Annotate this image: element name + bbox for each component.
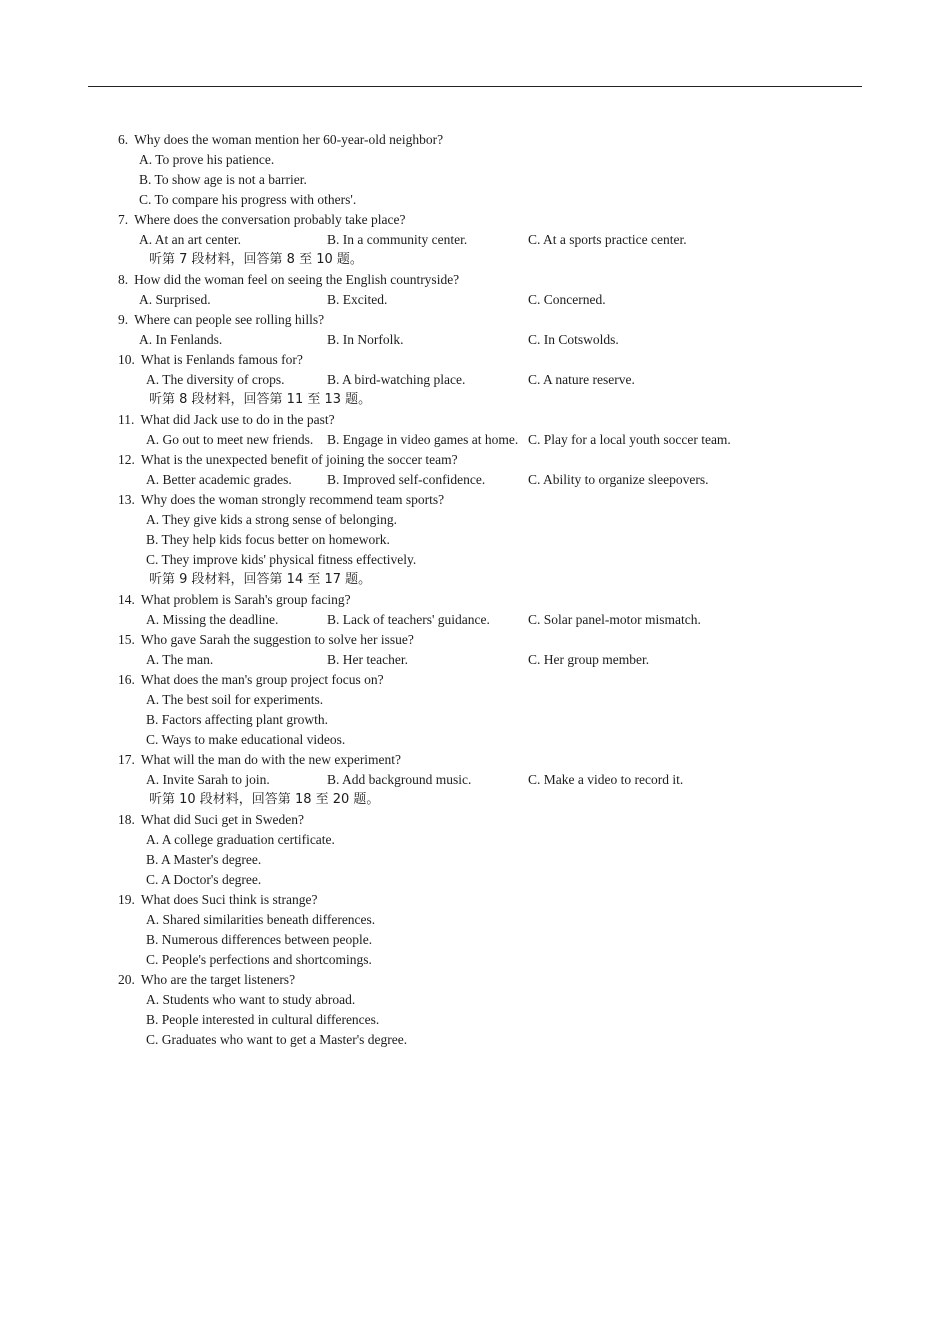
question-11 bbox=[118, 410, 335, 430]
option-c: C. In Cotswolds. bbox=[528, 332, 619, 347]
question-number: 13. bbox=[118, 492, 135, 507]
option-c: C. A Doctor's degree. bbox=[146, 872, 262, 887]
question-number: 6. bbox=[118, 132, 129, 147]
option-c: C. Play for a local youth soccer team. bbox=[528, 432, 731, 447]
question-number: 15. bbox=[118, 632, 135, 647]
question-number: 20. bbox=[118, 972, 135, 987]
option-a: A. Go out to meet new friends. bbox=[146, 432, 314, 447]
option-c: C. At a sports practice center. bbox=[528, 232, 687, 247]
option-b: B. In a community center. bbox=[327, 232, 468, 247]
option-a: A. In Fenlands. bbox=[139, 332, 223, 347]
question-10 bbox=[118, 350, 303, 370]
question-number: 9. bbox=[118, 312, 129, 327]
question-number: 19. bbox=[118, 892, 135, 907]
question-20 bbox=[118, 970, 295, 990]
option-c: C. Ability to organize sleepovers. bbox=[528, 472, 709, 487]
option-a: A. Better academic grades. bbox=[146, 472, 292, 487]
section-heading: 听第 9 段材料，回答第 14 至 17 题。 bbox=[149, 572, 372, 587]
question-text: Who gave Sarah the suggestion to solve her issue? bbox=[140, 632, 414, 647]
question-number: 17. bbox=[118, 752, 135, 767]
option-a: A. They give kids a strong sense of belonging. bbox=[146, 512, 397, 527]
option-b: B. People interested in cultural differences. bbox=[146, 1012, 380, 1027]
question-text: Who are the target listeners? bbox=[140, 972, 296, 987]
question-number: 14. bbox=[118, 592, 135, 607]
question-number: 18. bbox=[118, 812, 135, 827]
question-text: What problem is Sarah's group facing? bbox=[140, 592, 351, 607]
question-17 bbox=[118, 750, 401, 770]
option-a: A. Shared similarities beneath differences. bbox=[146, 912, 376, 927]
option-b: B. Excited. bbox=[327, 292, 388, 307]
option-b: B. Factors affecting plant growth. bbox=[146, 712, 328, 727]
question-13 bbox=[118, 490, 444, 510]
question-text: Where can people see rolling hills? bbox=[134, 312, 325, 327]
option-c: C. Concerned. bbox=[528, 292, 606, 307]
question-text: Where does the conversation probably take place? bbox=[134, 212, 406, 227]
option-c: C. A nature reserve. bbox=[528, 372, 635, 387]
option-b: B. In Norfolk. bbox=[327, 332, 404, 347]
question-number: 8. bbox=[118, 272, 129, 287]
question-18 bbox=[118, 810, 304, 830]
question-number: 10. bbox=[118, 352, 135, 367]
question-text: Why does the woman mention her 60-year-old neighbor? bbox=[134, 132, 444, 147]
option-b: B. A bird-watching place. bbox=[327, 372, 466, 387]
question-text: What is Fenlands famous for? bbox=[140, 352, 303, 367]
option-c: C. They improve kids' physical fitness effectively. bbox=[146, 552, 417, 567]
question-text: What did Jack use to do in the past? bbox=[140, 412, 335, 427]
option-b: B. A Master's degree. bbox=[146, 852, 262, 867]
question-text: What will the man do with the new experiment? bbox=[140, 752, 402, 767]
option-b: B. Improved self-confidence. bbox=[327, 472, 486, 487]
question-text: What does Suci think is strange? bbox=[140, 892, 318, 907]
question-text: What is the unexpected benefit of joining the soccer team? bbox=[140, 452, 458, 467]
option-a: A. The man. bbox=[146, 652, 214, 667]
question-9 bbox=[118, 310, 324, 330]
option-c: C. Make a video to record it. bbox=[528, 772, 684, 787]
option-b: B. Add background music. bbox=[327, 772, 472, 787]
question-number: 12. bbox=[118, 452, 135, 467]
question-14 bbox=[118, 590, 351, 610]
option-b: B. Engage in video games at home. bbox=[327, 432, 519, 447]
question-7 bbox=[118, 210, 406, 230]
question-15 bbox=[118, 630, 414, 650]
question-6 bbox=[118, 130, 443, 150]
question-16 bbox=[118, 670, 384, 690]
section-heading: 听第 7 段材料，回答第 8 至 10 题。 bbox=[149, 252, 363, 267]
option-c: C. Graduates who want to get a Master's degree. bbox=[146, 1032, 408, 1047]
option-b: B. To show age is not a barrier. bbox=[139, 172, 307, 187]
option-a: A. Invite Sarah to join. bbox=[146, 772, 270, 787]
option-c: C. Solar panel-motor mismatch. bbox=[528, 612, 701, 627]
option-a: A. Surprised. bbox=[139, 292, 211, 307]
option-c: C. Ways to make educational videos. bbox=[146, 732, 346, 747]
option-b: B. Her teacher. bbox=[327, 652, 408, 667]
option-a: A. A college graduation certificate. bbox=[146, 832, 335, 847]
question-text: Why does the woman strongly recommend team sports? bbox=[140, 492, 445, 507]
option-a: A. The diversity of crops. bbox=[146, 372, 285, 387]
option-a: A. Students who want to study abroad. bbox=[146, 992, 356, 1007]
header-rule bbox=[88, 86, 862, 87]
option-b: B. Numerous differences between people. bbox=[146, 932, 373, 947]
option-a: A. The best soil for experiments. bbox=[146, 692, 324, 707]
section-heading: 听第 10 段材料，回答第 18 至 20 题。 bbox=[149, 792, 380, 807]
question-number: 11. bbox=[118, 412, 135, 427]
question-12 bbox=[118, 450, 458, 470]
question-text: What did Suci get in Sweden? bbox=[140, 812, 304, 827]
option-a: A. To prove his patience. bbox=[139, 152, 275, 167]
question-number: 7. bbox=[118, 212, 129, 227]
question-text: How did the woman feel on seeing the English countryside? bbox=[134, 272, 460, 287]
option-c: C. Her group member. bbox=[528, 652, 650, 667]
option-a: A. Missing the deadline. bbox=[146, 612, 279, 627]
question-19 bbox=[118, 890, 317, 910]
option-b: B. They help kids focus better on homework. bbox=[146, 532, 390, 547]
option-c: C. To compare his progress with others'. bbox=[139, 192, 357, 207]
option-a: A. At an art center. bbox=[139, 232, 241, 247]
question-text: What does the man's group project focus on? bbox=[140, 672, 384, 687]
option-b: B. Lack of teachers' guidance. bbox=[327, 612, 490, 627]
question-number: 16. bbox=[118, 672, 135, 687]
option-c: C. People's perfections and shortcomings. bbox=[146, 952, 372, 967]
section-heading: 听第 8 段材料，回答第 11 至 13 题。 bbox=[149, 392, 372, 407]
question-8 bbox=[118, 270, 459, 290]
